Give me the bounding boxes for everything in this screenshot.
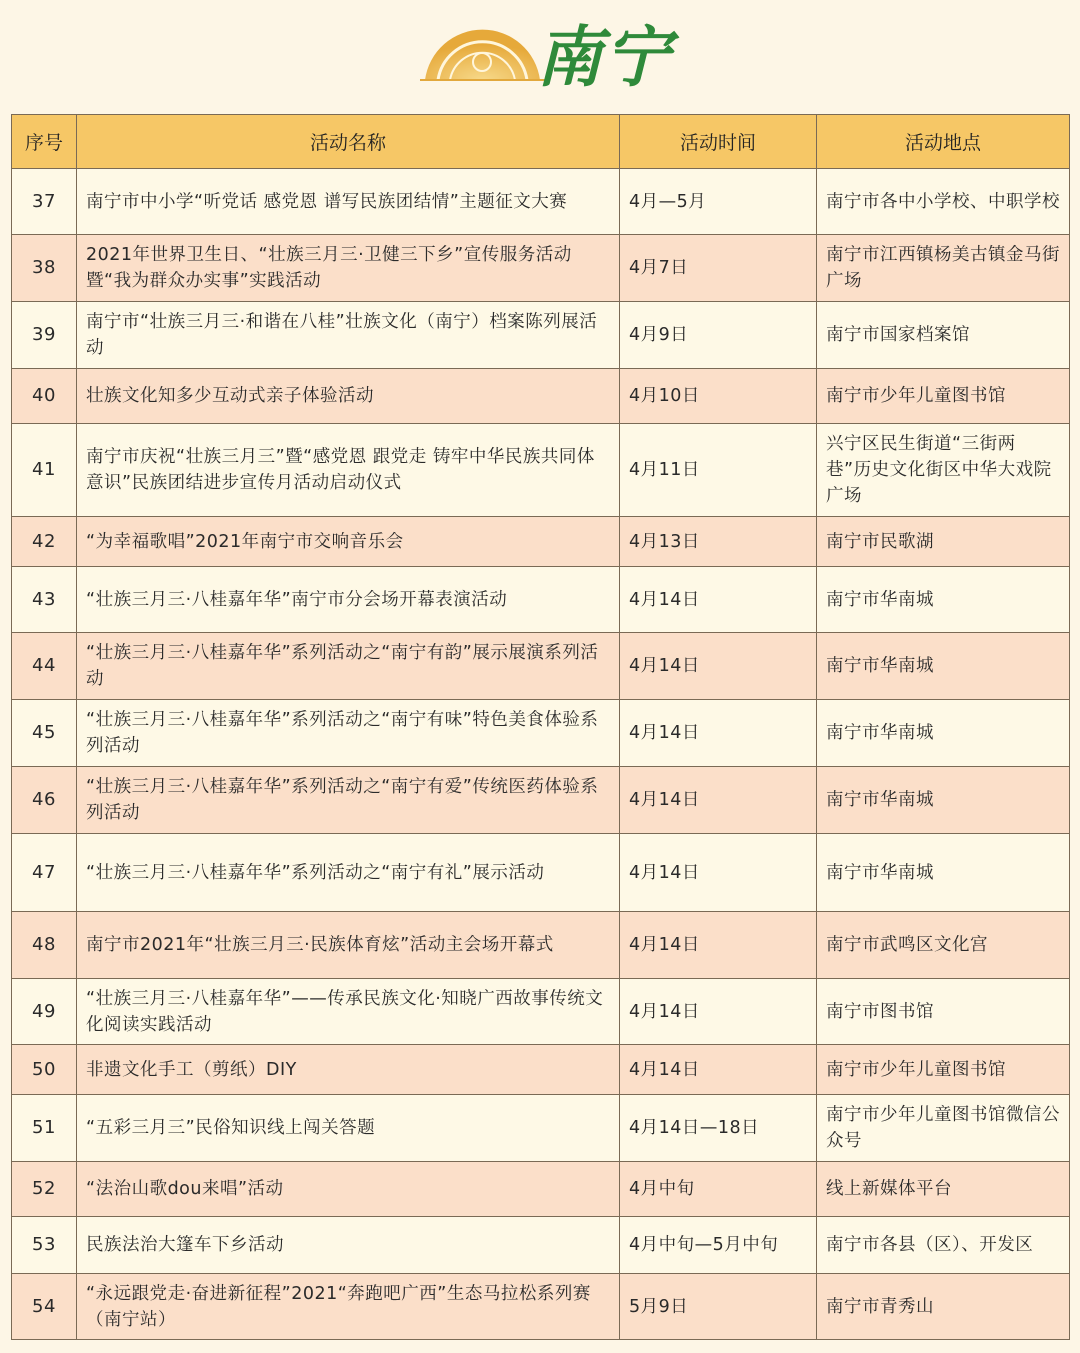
table-row xyxy=(12,567,1070,633)
cell-name: 南宁市中小学“听党话 感党恩 谱写民族团结情”主题征文大赛 xyxy=(77,169,620,235)
cell-no: 49 xyxy=(12,979,77,1045)
cell-no: 46 xyxy=(12,767,77,834)
cell-name: “壮族三月三·八桂嘉年华”南宁市分会场开幕表演活动 xyxy=(77,567,620,633)
cell-name: “壮族三月三·八桂嘉年华”——传承民族文化·知晓广西故事传统文化阅读实践活动 xyxy=(77,979,620,1045)
cell-place: 南宁市华南城 xyxy=(817,834,1070,912)
activity-table xyxy=(11,114,1070,1340)
cell-time: 4月14日 xyxy=(620,834,817,912)
cell-place: 南宁市武鸣区文化宫 xyxy=(817,912,1070,979)
cell-name: 壮族文化知多少互动式亲子体验活动 xyxy=(77,369,620,424)
cell-place: 南宁市少年儿童图书馆 xyxy=(817,369,1070,424)
cell-time: 4月中旬 xyxy=(620,1162,817,1217)
table-row xyxy=(12,1274,1070,1340)
cell-name: “永远跟党走·奋进新征程”2021“奔跑吧广西”生态马拉松系列赛（南宁站） xyxy=(77,1274,620,1340)
cell-name: 2021年世界卫生日、“壮族三月三·卫健三下乡”宣传服务活动暨“我为群众办实事”实践活动 xyxy=(77,235,620,302)
table-row xyxy=(12,517,1070,567)
table-row xyxy=(12,169,1070,235)
cell-place: 兴宁区民生街道“三街两巷”历史文化街区中华大戏院广场 xyxy=(817,424,1070,517)
cell-time: 4月—5月 xyxy=(620,169,817,235)
cell-no: 53 xyxy=(12,1217,77,1274)
cell-time: 4月10日 xyxy=(620,369,817,424)
page-title: 南宁 xyxy=(536,18,672,96)
cell-no: 52 xyxy=(12,1162,77,1217)
cell-name: 非遗文化手工（剪纸）DIY xyxy=(77,1045,620,1095)
cell-time: 4月14日 xyxy=(620,912,817,979)
cell-no: 44 xyxy=(12,633,77,700)
header xyxy=(0,0,1080,113)
table-row xyxy=(12,834,1070,912)
table-row xyxy=(12,1217,1070,1274)
cell-place: 南宁市图书馆 xyxy=(817,979,1070,1045)
cell-name: “法治山歌dou来唱”活动 xyxy=(77,1162,620,1217)
cell-place: 南宁市华南城 xyxy=(817,633,1070,700)
table-row xyxy=(12,235,1070,302)
cell-time: 4月14日 xyxy=(620,979,817,1045)
cell-place: 线上新媒体平台 xyxy=(817,1162,1070,1217)
table-row xyxy=(12,1162,1070,1217)
cell-no: 54 xyxy=(12,1274,77,1340)
cell-no: 51 xyxy=(12,1095,77,1162)
table-row xyxy=(12,302,1070,369)
cell-place: 南宁市华南城 xyxy=(817,567,1070,633)
cell-no: 42 xyxy=(12,517,77,567)
cell-name: 南宁市2021年“壮族三月三·民族体育炫”活动主会场开幕式 xyxy=(77,912,620,979)
cell-no: 43 xyxy=(12,567,77,633)
table-row xyxy=(12,700,1070,767)
cell-no: 47 xyxy=(12,834,77,912)
table-row xyxy=(12,1045,1070,1095)
cell-time: 4月13日 xyxy=(620,517,817,567)
cell-name: “为幸福歌唱”2021年南宁市交响音乐会 xyxy=(77,517,620,567)
cell-place: 南宁市青秀山 xyxy=(817,1274,1070,1340)
cell-place: 南宁市各县（区）、开发区 xyxy=(817,1217,1070,1274)
cell-place: 南宁市各中小学校、中职学校 xyxy=(817,169,1070,235)
cell-time: 4月14日—18日 xyxy=(620,1095,817,1162)
cell-name: “壮族三月三·八桂嘉年华”系列活动之“南宁有韵”展示展演系列活动 xyxy=(77,633,620,700)
cell-time: 4月9日 xyxy=(620,302,817,369)
cell-name: “壮族三月三·八桂嘉年华”系列活动之“南宁有礼”展示活动 xyxy=(77,834,620,912)
cell-name: “壮族三月三·八桂嘉年华”系列活动之“南宁有爱”传统医药体验系列活动 xyxy=(77,767,620,834)
table-row xyxy=(12,1095,1070,1162)
cell-name: 民族法治大篷车下乡活动 xyxy=(77,1217,620,1274)
cell-no: 50 xyxy=(12,1045,77,1095)
cell-no: 40 xyxy=(12,369,77,424)
ornament-fan-icon xyxy=(420,18,545,82)
cell-time: 4月14日 xyxy=(620,700,817,767)
column-header-time: 活动时间 xyxy=(620,115,817,169)
cell-time: 4月14日 xyxy=(620,767,817,834)
cell-time: 4月14日 xyxy=(620,633,817,700)
table-row xyxy=(12,912,1070,979)
table-row xyxy=(12,369,1070,424)
cell-place: 南宁市少年儿童图书馆 xyxy=(817,1045,1070,1095)
cell-time: 4月中旬—5月中旬 xyxy=(620,1217,817,1274)
cell-no: 45 xyxy=(12,700,77,767)
cell-time: 4月11日 xyxy=(620,424,817,517)
cell-no: 38 xyxy=(12,235,77,302)
table-row xyxy=(12,979,1070,1045)
cell-place: 南宁市华南城 xyxy=(817,700,1070,767)
column-header-name: 活动名称 xyxy=(77,115,620,169)
column-header-place: 活动地点 xyxy=(817,115,1070,169)
cell-name: “壮族三月三·八桂嘉年华”系列活动之“南宁有味”特色美食体验系列活动 xyxy=(77,700,620,767)
cell-place: 南宁市少年儿童图书馆微信公众号 xyxy=(817,1095,1070,1162)
table-row xyxy=(12,767,1070,834)
cell-place: 南宁市江西镇杨美古镇金马街广场 xyxy=(817,235,1070,302)
cell-place: 南宁市华南城 xyxy=(817,767,1070,834)
cell-no: 37 xyxy=(12,169,77,235)
table-row xyxy=(12,633,1070,700)
cell-time: 4月14日 xyxy=(620,567,817,633)
column-header-no: 序号 xyxy=(12,115,77,169)
cell-time: 5月9日 xyxy=(620,1274,817,1340)
cell-no: 48 xyxy=(12,912,77,979)
cell-name: 南宁市庆祝“壮族三月三”暨“感党恩 跟党走 铸牢中华民族共同体意识”民族团结进步宣传月活动启动仪式 xyxy=(77,424,620,517)
cell-name: 南宁市“壮族三月三·和谐在八桂”壮族文化（南宁）档案陈列展活动 xyxy=(77,302,620,369)
table-row xyxy=(12,424,1070,517)
cell-name: “五彩三月三”民俗知识线上闯关答题 xyxy=(77,1095,620,1162)
cell-no: 39 xyxy=(12,302,77,369)
cell-no: 41 xyxy=(12,424,77,517)
cell-time: 4月7日 xyxy=(620,235,817,302)
cell-time: 4月14日 xyxy=(620,1045,817,1095)
table-header-row xyxy=(12,115,1070,169)
cell-place: 南宁市民歌湖 xyxy=(817,517,1070,567)
cell-place: 南宁市国家档案馆 xyxy=(817,302,1070,369)
